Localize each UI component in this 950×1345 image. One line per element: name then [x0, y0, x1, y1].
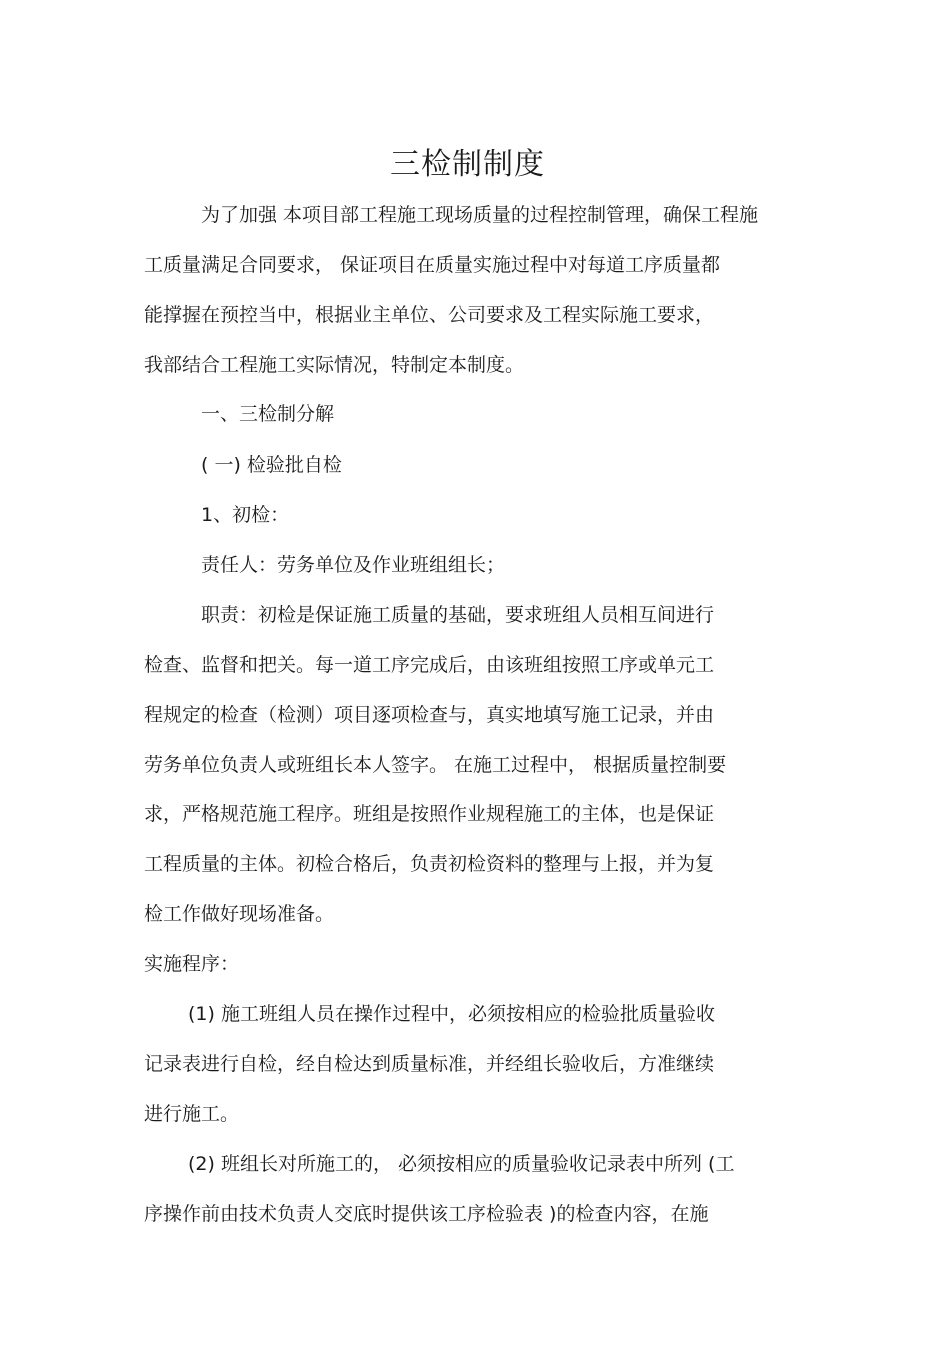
subsection-heading: ( 一) 检验批自检 — [201, 454, 342, 476]
body-line: 我部结合工程施工实际情况，特制定本制度。 — [144, 354, 525, 376]
body-line: 实施程序： — [144, 953, 240, 975]
body-line: 职责：初检是保证施工质量的基础，要求班组人员相互间进行 — [201, 604, 715, 626]
body-line: (1) 施工班组人员在操作过程中，必须按相应的检验批质量验收 — [188, 1003, 715, 1025]
body-line: 进行施工。 — [144, 1103, 240, 1125]
body-line: 工质量满足合同要求， 保证项目在质量实施过程中对每道工序质量都 — [144, 254, 721, 276]
body-line: 检工作做好现场准备。 — [144, 903, 335, 925]
document-title: 三检制制度 — [390, 147, 545, 182]
body-line: 劳务单位负责人或班组长本人签字。 在施工过程中， 根据质量控制要 — [144, 754, 727, 776]
body-line: 程规定的检查（检测）项目逐项检查与，真实地填写施工记录，并由 — [144, 704, 715, 726]
section-heading: 一、三检制分解 — [201, 403, 335, 425]
body-line: 能撑握在预控当中，根据业主单位、公司要求及工程实际施工要求， — [144, 304, 715, 326]
body-line: 检查、监督和把关。每一道工序完成后，由该班组按照工序或单元工 — [144, 654, 715, 676]
body-line: 记录表进行自检，经自检达到质量标准，并经组长验收后，方准继续 — [144, 1053, 715, 1075]
body-line: 序操作前由技术负责人交底时提供该工序检验表 )的检查内容，在施 — [144, 1203, 709, 1225]
body-line: 责任人：劳务单位及作业班组组长； — [201, 554, 506, 576]
body-line: 求，严格规范施工程序。班组是按照作业规程施工的主体，也是保证 — [144, 803, 715, 825]
body-line: 为了加强 本项目部工程施工现场质量的过程控制管理，确保工程施 — [201, 204, 759, 226]
item-heading: 1、初检： — [201, 504, 290, 526]
body-line: 工程质量的主体。初检合格后，负责初检资料的整理与上报，并为复 — [144, 853, 715, 875]
body-line: (2) 班组长对所施工的， 必须按相应的质量验收记录表中所列 (工 — [188, 1153, 735, 1175]
